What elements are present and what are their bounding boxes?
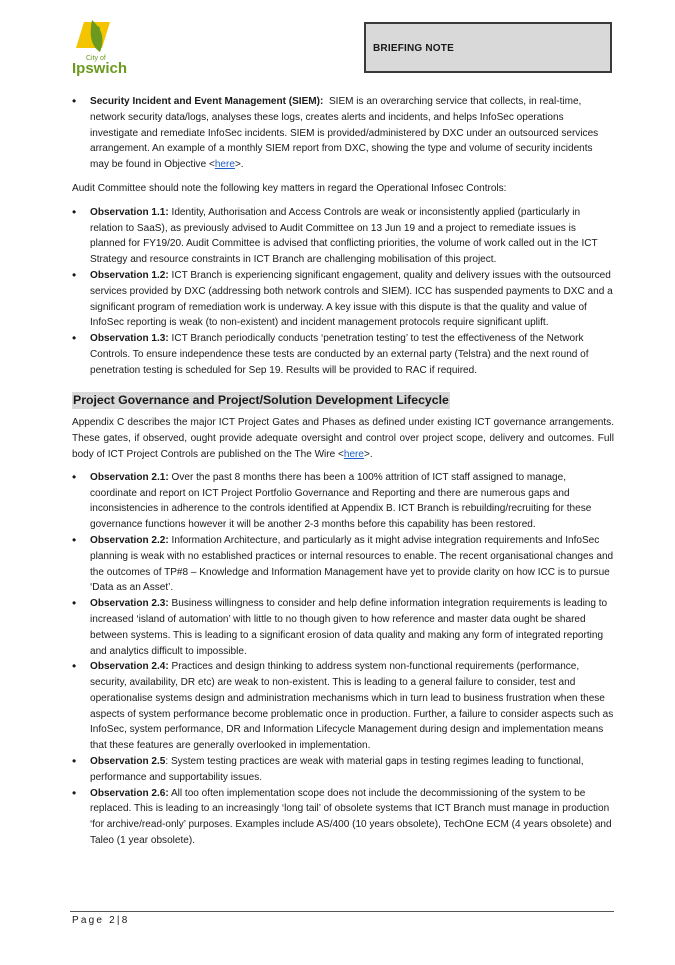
section-heading: Project Governance and Project/Solution Development Lifecycle: [73, 392, 449, 407]
observation-lead: Observation 2.2:: [90, 534, 169, 546]
observation-text: ICT Branch is experiencing significant engagement, quality and delivery issues with the outsourced services provided by DXC (addressing both network controls and SIEM). ICC has suspended payments to DXC and a significant program of remediation work is underway. A key issue with this dispute is that the quality and value of InfoSec reporting is weak (to non-existent) and incident management protocols require significant uplift.: [90, 269, 613, 329]
city-of-ipswich-logo: [70, 18, 134, 76]
logo-mark-icon: [70, 18, 134, 76]
observation-text: Information Architecture, and particularly as it might advise integration requirements and InfoSec planning is weak with no established practices or internal resources to enable. The recent organisational changes and the outcomes of TP#8 – Knowledge and Information Management have yet to provide clarity on how ICC is to pursue ‘Data as an Asset’.: [90, 534, 614, 594]
briefing-note-label: BRIEFING NOTE: [373, 43, 454, 54]
observation-text: ICT Branch periodically conducts ‘penetration testing’ to test the effectiveness of the Network Controls. To ensure independence these tests are conducted by an external party (Telstra) and the next round of penetration testing is scheduled for Sep 19. Results will be provided to RAC if required.: [90, 333, 589, 376]
observation-lead: Observation 1.3:: [90, 333, 169, 345]
observation-item: [72, 786, 614, 849]
observation-item: [72, 596, 614, 659]
observation-item: [72, 470, 614, 533]
observation-text: Over the past 8 months there has been a 100% attrition of ICT staff assigned to manage, coordinate and report on ICT Project Portfolio Governance and Reporting and there are numerous gaps and inconsistencies in adherence to the controls identified at Appendix B. ICT Branch is rebuilding/recruiting for these governance functions however it will be another 2-3 months before this capability has been restored.: [90, 471, 592, 531]
audit-intro: Audit Committee should note the following key matters in regard the Operational Infosec Controls:: [72, 182, 507, 194]
observation-lead: Observation 1.2:: [90, 269, 169, 281]
observation-lead: Observation 2.6:: [90, 787, 169, 799]
siem-list: [72, 94, 614, 173]
observation-item: [72, 754, 614, 786]
observation-lead: Observation 2.1:: [90, 471, 169, 483]
siem-lead: Security Incident and Event Management (SIEM):: [90, 96, 324, 107]
siem-text: SIEM is an overarching service that collects, in real-time, network security data/logs, analyses these logs, creates alerts and incidents, and helps InfoSec operations investigate and remediate InfoSec incidents. SIEM is provided/administered by DXC under an outsourced services arrangement. An example of a monthly SIEM report from DXC, showing the type and volume of security incidents may be found in Objective <: [90, 96, 599, 171]
operational-observations-list: [72, 205, 614, 379]
observation-lead: Observation 2.4:: [90, 661, 169, 673]
observation-item: [72, 331, 614, 378]
siem-bullet: • Security Incident and Event Management (SIEM): SIEM is an overarching service that collects, in real-time, network security data/logs, analyses these logs, creates alerts and incidents, and helps InfoSec operations investigate and remediate InfoSec incidents. SIEM is provided/administered by DXC under an outsourced services arrangement. An example of a monthly SIEM report from DXC, showing the type and volume of security incidents may be found in Objective <here>.: [72, 94, 614, 173]
svg-text:Ipswich: Ipswich: [72, 60, 128, 76]
observation-text: Business willingness to consider and help define information integration requirements is leading to increased ‘island of automation’ with little to no though given to how reference and master data ought be shared between systems. This is leading to a significant erosion of data quality and making any form of integrated reporting and analytics difficult to impossible.: [90, 598, 608, 657]
observation-item: [72, 659, 614, 754]
appendix-here-link[interactable]: here: [343, 448, 364, 460]
briefing-note-header: [364, 22, 612, 73]
observation-item: [72, 533, 614, 596]
footer-divider: [70, 911, 614, 912]
observation-text: Identity, Authorisation and Access Controls are weak or inconsistently applied (particularly in relation to SaaS), as previously advised to Audit Committee on 13 Jun 19 and a project to remediate issues is planned for FY19/20. Audit Committee is advised that conflicting priorities, the volume of work called out in the ICT Strategy and resource constraints in ICT Branch are challenging mobilisation of this project.: [90, 206, 598, 266]
observation-lead: Observation 1.1:: [90, 206, 169, 218]
observation-text: All too often implementation scope does not include the decommissioning of the system to be replaced. This is leading to an increasingly ‘long tail’ of obsolete systems that ICT Branch must manage in production ‘for archive/read-only’ purposes. Examples include AS/400 (10 years obsolete), TechOne ECM (4 years obsolete) and Taleo (1 year obsolete).: [90, 787, 612, 847]
observation-text: : System testing practices are weak with material gaps in testing regimes leading to functional, performance and supportability issues.: [90, 756, 584, 783]
observation-lead: Observation 2.5: [90, 756, 166, 768]
governance-observations-list: [72, 470, 614, 849]
page-number: Page 2|8: [72, 915, 130, 926]
siem-here-link[interactable]: here: [214, 159, 235, 171]
document-body: [72, 94, 614, 849]
observation-item: [72, 268, 614, 331]
svg-text:City of: City of: [86, 55, 106, 62]
appendix-paragraph: Appendix C describes the major ICT Project Gates and Phases as defined under existing ICT governance arrangements. These gates, if observed, ought provide adequate oversight and control over project scope, delivery and outcomes. Full body of ICT Project Controls are published on the The Wire <here>.: [72, 417, 614, 460]
observation-text: Practices and design thinking to address system non-functional requirements (performance, security, availability, DR etc) are weak to non-existent. This is leading to a general failure to consider, test and operationalise systems design and administration mechanisms which in turn lead to business frustration when these aspects of system performance become problematic once in production. Further, a failure to consider aspects such as InfoSec, system performance, DR and Information Lifecycle Management during design and implementation means that these features are generally overlooked in implementation.: [90, 661, 614, 752]
observation-lead: Observation 2.3:: [90, 598, 169, 610]
observation-item: [72, 205, 614, 268]
